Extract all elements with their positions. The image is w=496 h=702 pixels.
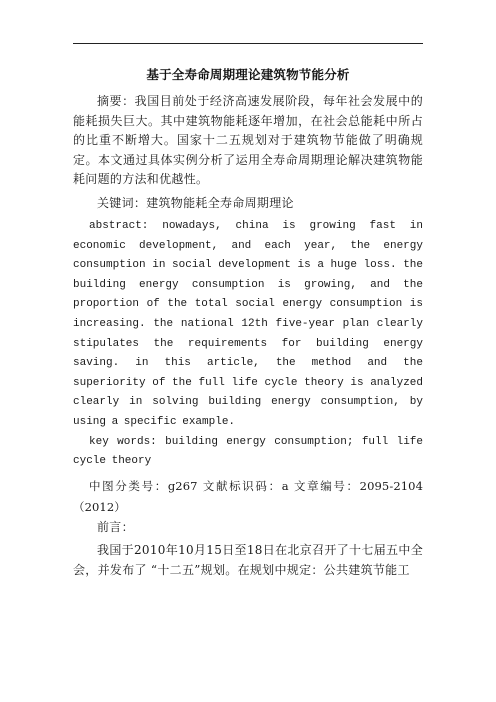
abstract-cn: 摘要：我国目前处于经济高速发展阶段，每年社会发展中的能耗损失巨大。其中建筑物能耗逐年增加，在社会总能耗中所占的比重不断增大。国家十二五规划对于建筑物节能做了明确规定。本文通过具体实例分析了运用全寿命周期理论解决建筑物能耗问题的方法和优越性。 <box>73 94 423 186</box>
intro-paragraph: 我国于2010年10月15日至18日在北京召开了十七届五中全会，并发布了 “十二五”规划。在规划中规定：公共建筑节能工 <box>73 543 423 577</box>
document-title: 基于全寿命周期理论建筑物节能分析 <box>146 67 350 82</box>
header-rule <box>73 43 423 44</box>
keywords-cn: 关键词：建筑物能耗全寿命周期理论 <box>97 195 294 210</box>
abstract-en: abstract: nowadays, china is growing fast in economic development, and each year, the energy consumption in social development is a huge loss. the building energy consumption is growing, and the proportion of the total social energy consumption is increasing. the national 12th five-year plan clearly stipulates the requirements for building energy saving. in this article, the method and the superiority of the full life cycle theory is analyzed clearly in solving building energy consumption, by using a specific example. <box>73 220 423 428</box>
preface-heading: 前言： <box>97 519 134 534</box>
keywords-en: key words: building energy consumption; full life cycle theory <box>73 435 423 468</box>
classification-line: 中图分类号：g267 文献标识码：a 文章编号：2095-2104（2012） <box>73 478 423 514</box>
document-body <box>73 92 423 584</box>
